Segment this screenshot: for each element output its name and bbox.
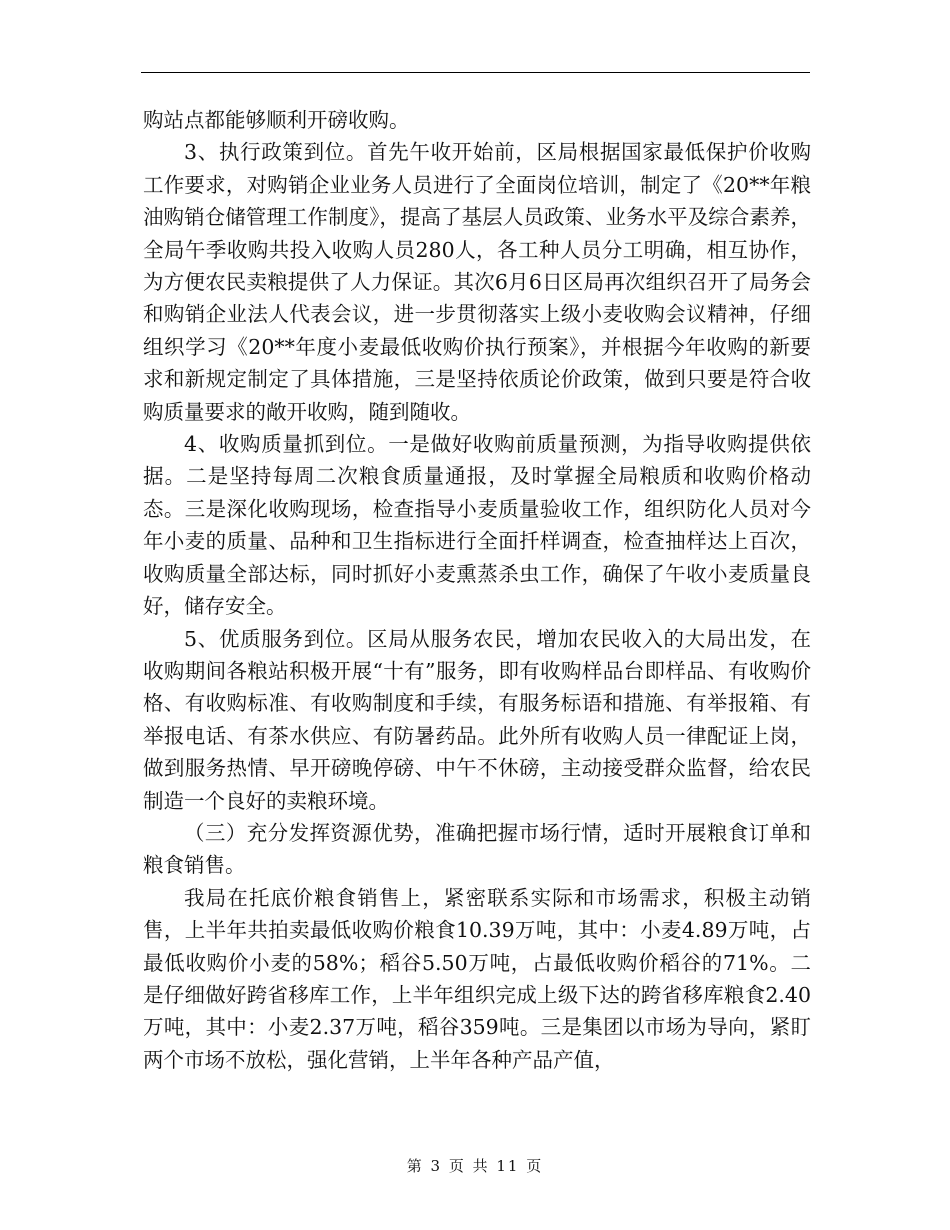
paragraph-3: 4、收购质量抓到位。一是做好收购前质量预测，为指导收购提供依据。二是坚持每周二次粮食质量通报，及时掌握全局粮质和收购价格动态。三是深化收购现场，检查指导小麦质量验收工作，组织防化人员对今年小麦的质量、品种和卫生指标进行全面扦样调查，检查抽样达上百次，收购质量全部达标，同时抓好小麦熏蒸杀虫工作，确保了午收小麦质量良好，储存安全。 (143, 432, 811, 619)
document-body (143, 104, 811, 1076)
page-number-footer: 第 3 页 共 11 页 (406, 1157, 544, 1175)
header-rule (141, 72, 810, 73)
paragraph-1: 购站点都能够顺利开磅收购。 (143, 108, 410, 132)
paragraph-5: （三）充分发挥资源优势，准确把握市场行情，适时开展粮食订单和粮食销售。 (143, 820, 811, 878)
paragraph-6: 我局在托底价粮食销售上，紧密联系实际和市场需求，积极主动销售，上半年共拍卖最低收购价粮食10.39万吨，其中：小麦4.89万吨，占最低收购价小麦的58%；稻谷5.50万吨，占最低收购价稻谷的71%。二是仔细做好跨省移库工作，上半年组织完成上级下达的跨省移库粮食2.40万吨，其中：小麦2.37万吨，稻谷359吨。三是集团以市场为导向，紧盯两个市场不放松，强化营销，上半年各种产品产值， (143, 885, 811, 1072)
paragraph-4: 5、优质服务到位。区局从服务农民，增加农民收入的大局出发，在收购期间各粮站积极开展“十有”服务，即有收购样品台即样品、有收购价格、有收购标准、有收购制度和手续，有服务标语和措施、有举报箱、有举报电话、有茶水供应、有防暑药品。此外所有收购人员一律配证上岗，做到服务热情、早开磅晚停磅、中午不休磅，主动接受群众监督，给农民制造一个良好的卖粮环境。 (143, 626, 811, 813)
paragraph-2: 3、执行政策到位。首先午收开始前，区局根据国家最低保护价收购工作要求，对购销企业业务人员进行了全面岗位培训，制定了《20**年粮油购销仓储管理工作制度》，提高了基层人员政策、业务水平及综合素养，全局午季收购共投入收购人员280人，各工种人员分工明确，相互协作，为方便农民卖粮提供了人力保证。其次6月6日区局再次组织召开了局务会和购销企业法人代表会议，进一步贯彻落实上级小麦收购会议精神，仔细组织学习《20**年度小麦最低收购价执行预案》，并根据今年收购的新要求和新规定制定了具体措施，三是坚持依质论价政策，做到只要是符合收购质量要求的敞开收购，随到随收。 (143, 140, 811, 424)
